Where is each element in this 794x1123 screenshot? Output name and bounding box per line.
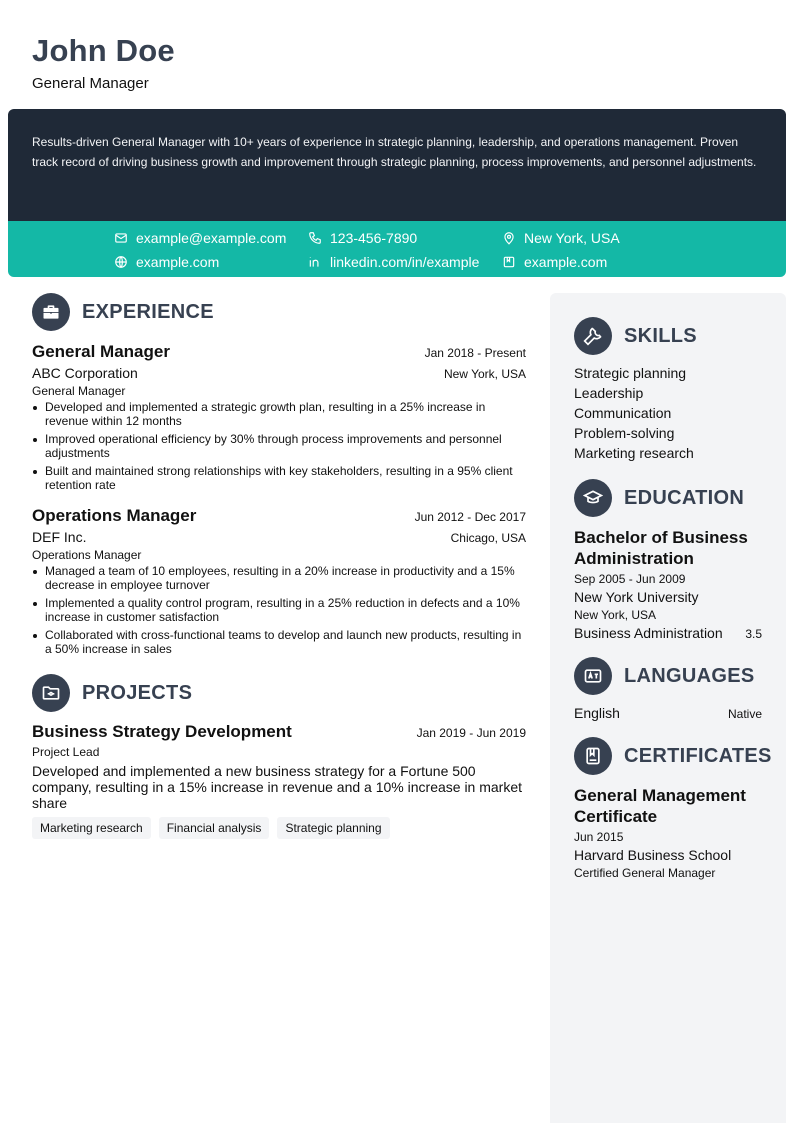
job-bullets xyxy=(32,564,526,656)
project-entry xyxy=(32,722,526,839)
job-title: Operations Manager xyxy=(32,506,197,525)
experience-title: EXPERIENCE xyxy=(82,300,214,323)
job-bullets xyxy=(32,400,526,492)
education-degree: Bachelor of Business Administration xyxy=(574,528,748,568)
linkedin-text: linkedin.com/in/example xyxy=(330,254,480,270)
project-tag: Marketing research xyxy=(32,817,151,839)
experience-header xyxy=(32,293,526,331)
phone-icon xyxy=(308,231,322,245)
education-location: New York, USA xyxy=(574,608,657,622)
skill-item: Problem-solving xyxy=(574,425,675,441)
candidate-name: John Doe xyxy=(32,33,175,68)
skill-item: Communication xyxy=(574,405,672,421)
map-pin-icon xyxy=(502,231,516,245)
summary-block xyxy=(8,109,786,221)
contact-location xyxy=(502,229,620,247)
website-text: example.com xyxy=(136,254,220,270)
certificate-icon xyxy=(574,737,612,775)
certificates-header xyxy=(574,737,772,775)
linkedin-icon xyxy=(308,255,322,269)
project-tags xyxy=(32,817,526,839)
projects-header xyxy=(32,674,526,712)
job-role: General Manager xyxy=(32,384,126,398)
project-title: Business Strategy Development xyxy=(32,722,292,741)
main-column xyxy=(32,293,526,839)
project-role: Project Lead xyxy=(32,745,100,759)
mail-icon xyxy=(114,231,128,245)
education-title: EDUCATION xyxy=(624,486,745,509)
education-field: Business Administration xyxy=(574,625,723,641)
contact-bar xyxy=(8,221,786,277)
job-bullet: Managed a team of 10 employees, resulting in a 20% increase in productivity and a 15% decrease in employee turnover xyxy=(45,564,526,592)
languages-header xyxy=(574,657,762,695)
project-dates: Jan 2019 - Jun 2019 xyxy=(416,726,526,740)
skills-list xyxy=(574,363,762,463)
sidebar xyxy=(550,293,786,1123)
job-dates: Jan 2018 - Present xyxy=(424,346,526,360)
languages-title: LANGUAGES xyxy=(624,664,755,687)
contact-portfolio[interactable] xyxy=(502,253,607,271)
job-bullet: Improved operational efficiency by 30% through process improvements and personnel adjustments xyxy=(45,432,526,460)
skills-title: SKILLS xyxy=(624,324,697,347)
project-tag: Strategic planning xyxy=(277,817,389,839)
skill-item: Marketing research xyxy=(574,445,694,461)
project-description: Developed and implemented a new business strategy for a Fortune 500 company, resulting in a 15% increase in revenue and a 10% increase in market share xyxy=(32,763,523,811)
job-bullet: Implemented a quality control program, resulting in a 25% reduction in defects and a 10% increase in customer satisfaction xyxy=(45,596,526,624)
certificate-name: General Management Certificate xyxy=(574,786,746,826)
globe-icon xyxy=(114,255,128,269)
resume-header xyxy=(32,32,175,92)
languages-section xyxy=(574,657,762,721)
education-dates: Sep 2005 - Jun 2009 xyxy=(574,572,686,586)
job-bullet: Built and maintained strong relationships with key stakeholders, resulting in a 95% client retention rate xyxy=(45,464,526,492)
projects-title: PROJECTS xyxy=(82,681,193,704)
briefcase-icon xyxy=(32,293,70,331)
summary-text: Results-driven General Manager with 10+ years of experience in strategic planning, leadership, and operations management. Proven track record of driving business growth and improvement through strategic planning, process improvements, and personnel adjustments. xyxy=(32,135,757,169)
certificate-credential: Certified General Manager xyxy=(574,866,716,880)
skill-item: Strategic planning xyxy=(574,365,687,381)
location-text: New York, USA xyxy=(524,230,620,246)
job-role: Operations Manager xyxy=(32,548,142,562)
job-bullet: Collaborated with cross-functional teams to develop and launch new products, resulting in a 50% increase in sales xyxy=(45,628,526,656)
contact-linkedin[interactable] xyxy=(308,253,479,271)
certificates-title: CERTIFICATES xyxy=(624,744,772,767)
translate-icon xyxy=(574,657,612,695)
job-location: Chicago, USA xyxy=(450,531,526,545)
folder-icon xyxy=(32,674,70,712)
certificates-section xyxy=(574,737,772,880)
contact-email[interactable] xyxy=(114,229,286,247)
skills-header xyxy=(574,317,762,355)
skill-item: Leadership xyxy=(574,385,644,401)
job-location: New York, USA xyxy=(443,367,526,381)
job-title: General Manager xyxy=(32,342,170,361)
education-school: New York University xyxy=(574,589,699,605)
bookmark-icon xyxy=(502,255,516,269)
email-text: example@example.com xyxy=(136,230,287,246)
job-company: ABC Corporation xyxy=(32,365,138,381)
language-name: English xyxy=(574,705,620,721)
contact-phone[interactable] xyxy=(308,229,417,247)
job-bullet: Developed and implemented a strategic growth plan, resulting in a 25% increase in revenue within 12 months xyxy=(45,400,526,428)
job-dates: Jun 2012 - Dec 2017 xyxy=(414,510,526,524)
education-header xyxy=(574,479,762,517)
wrench-icon xyxy=(574,317,612,355)
skills-section xyxy=(574,317,762,463)
education-gpa: 3.5 xyxy=(745,627,762,641)
phone-text: 123-456-7890 xyxy=(330,230,418,246)
portfolio-text: example.com xyxy=(524,254,608,270)
job-entry xyxy=(32,506,526,656)
candidate-title: General Manager xyxy=(32,75,149,92)
language-level: Native xyxy=(727,707,762,721)
job-company: DEF Inc. xyxy=(32,529,87,545)
education-section xyxy=(574,479,762,641)
job-entry xyxy=(32,342,526,492)
contact-website[interactable] xyxy=(114,253,219,271)
project-tag: Financial analysis xyxy=(159,817,270,839)
graduation-cap-icon xyxy=(574,479,612,517)
certificate-issuer: Harvard Business School xyxy=(574,847,732,863)
certificate-date: Jun 2015 xyxy=(574,830,624,844)
